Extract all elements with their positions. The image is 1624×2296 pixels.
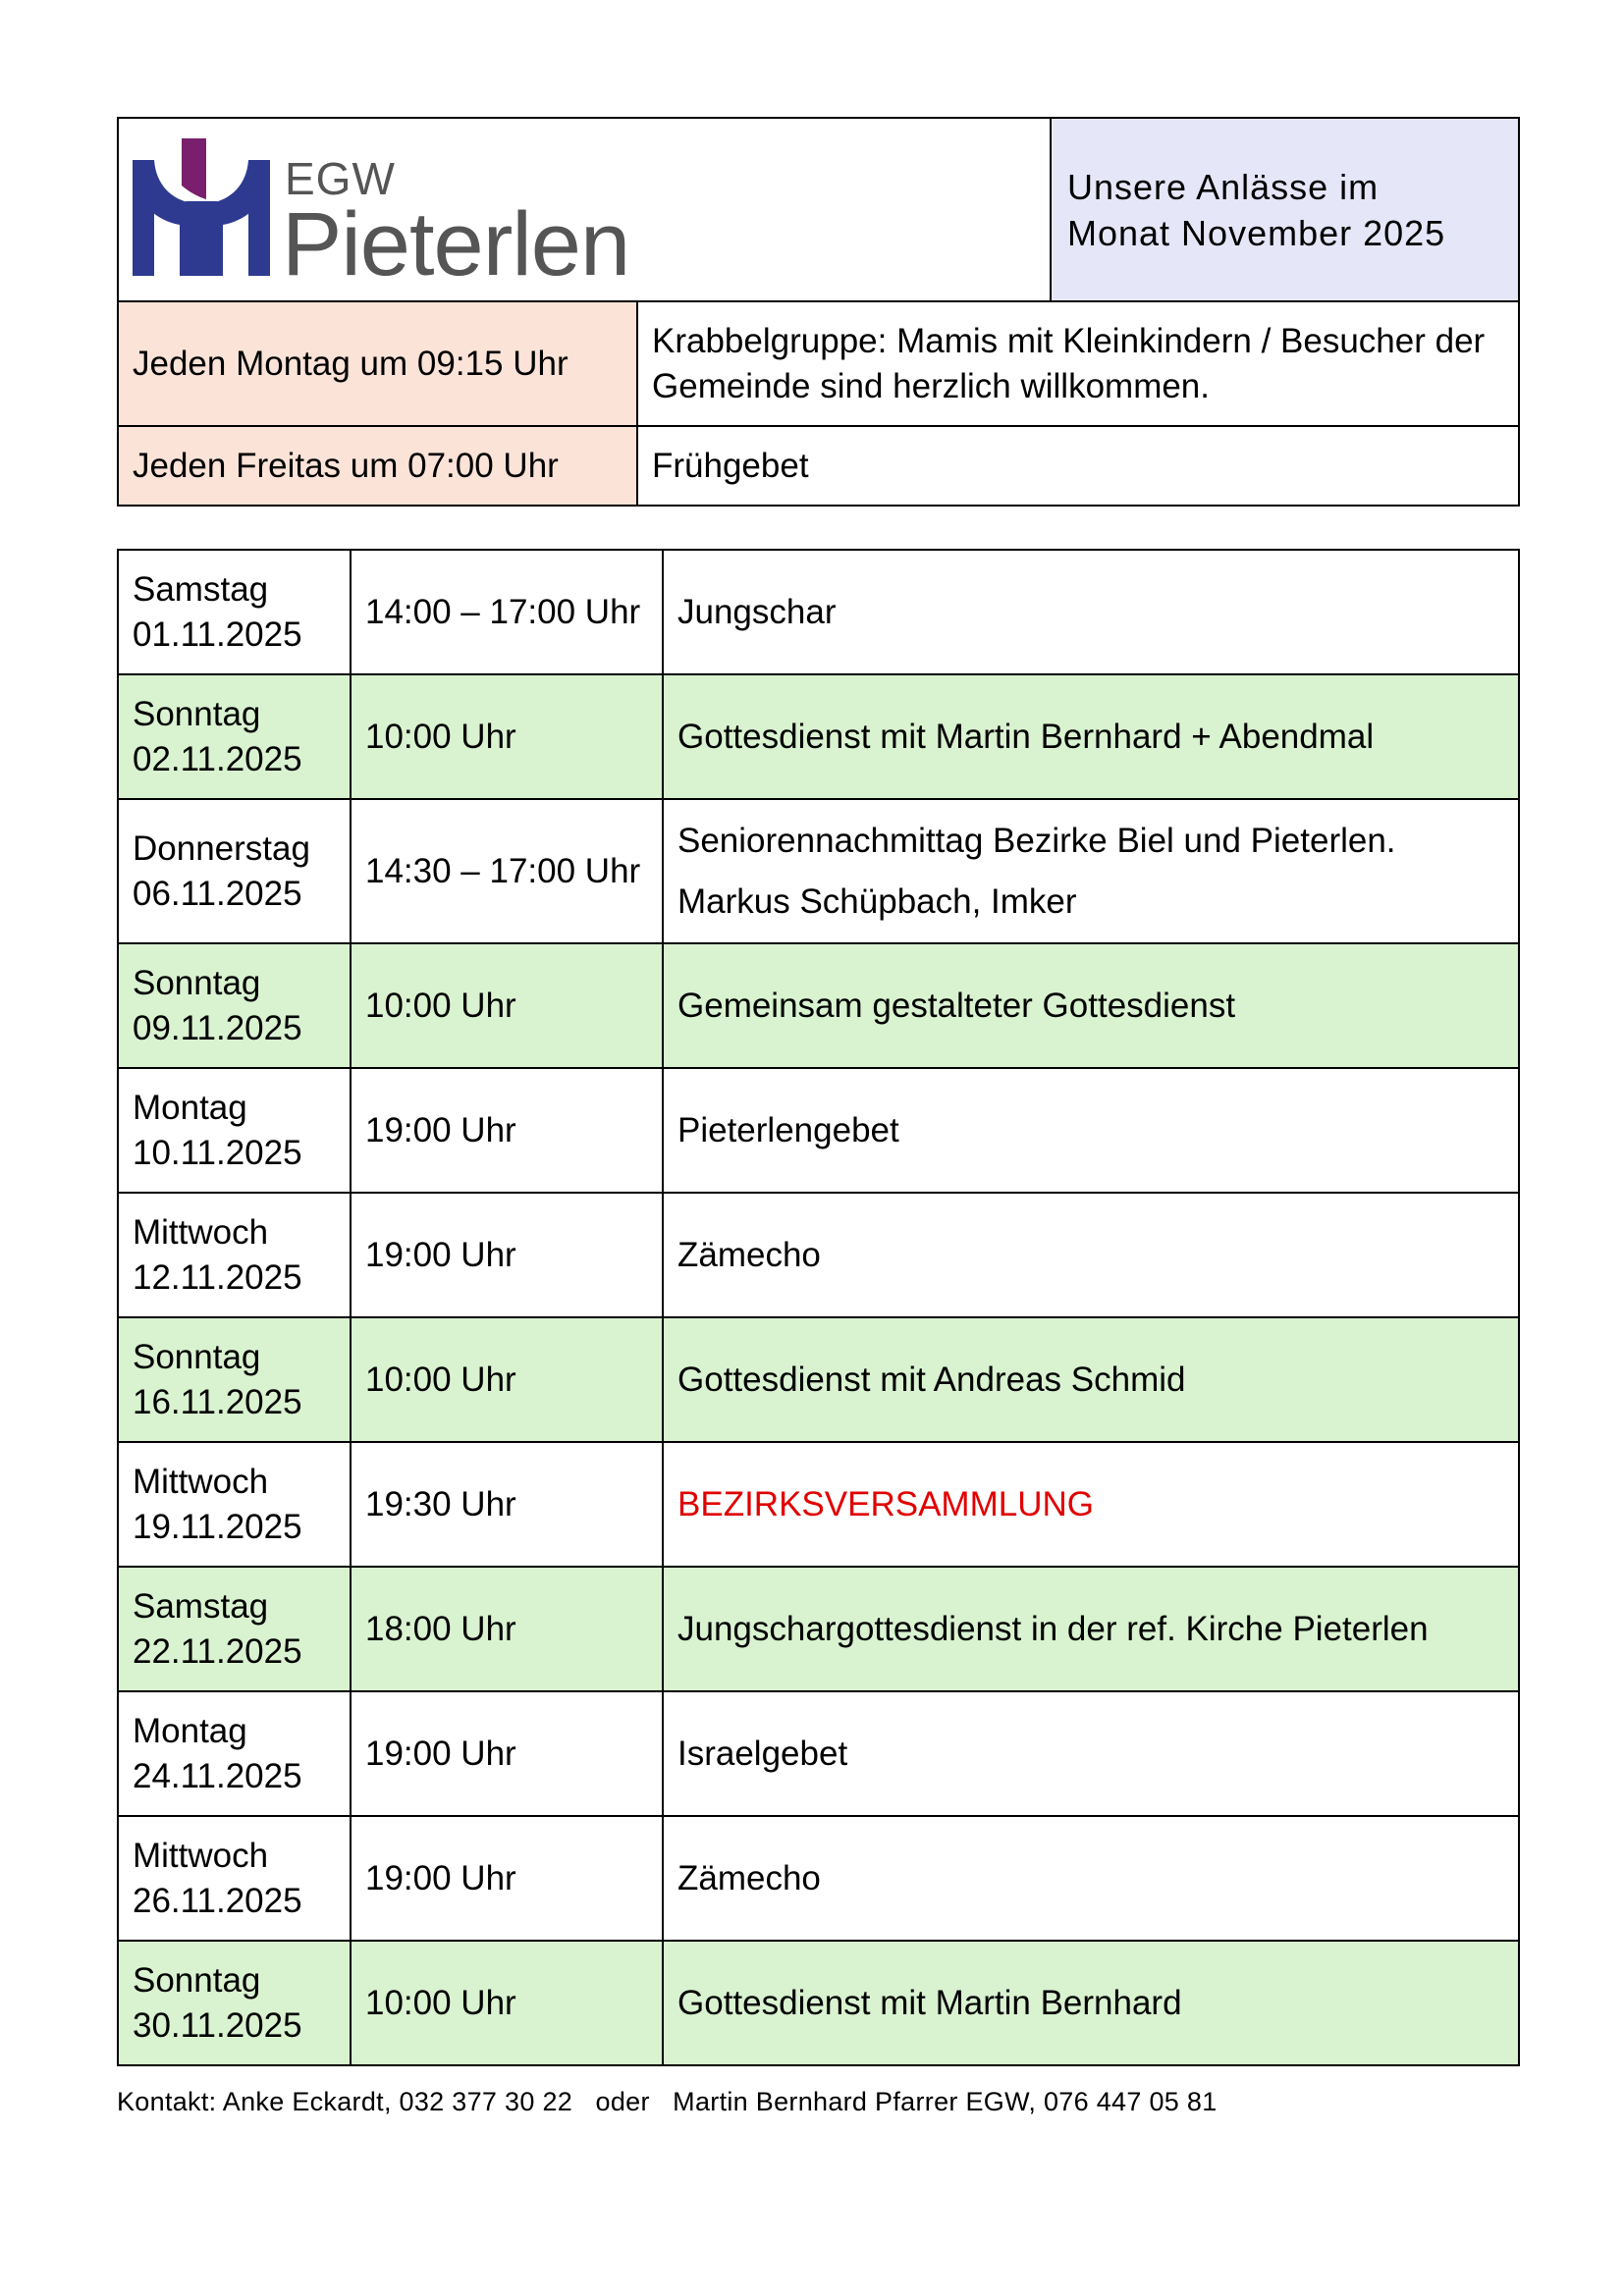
- month-heading-cell: [1051, 118, 1519, 301]
- event-row: [118, 1442, 1519, 1567]
- event-description-highlight: BEZIRKSVERSAMMLUNG: [663, 1442, 1519, 1567]
- event-date-cell: [118, 1442, 351, 1567]
- event-date-cell: [118, 1317, 351, 1442]
- contact-line: Kontakt: Anke Eckardt, 032 377 30 22 oder Martin Bernhard Pfarrer EGW, 076 447 05 81: [117, 2087, 1218, 2116]
- event-row: [118, 1193, 1519, 1317]
- event-time: 18:00 Uhr: [351, 1567, 663, 1691]
- event-description: Gemeinsam gestalteter Gottesdienst: [663, 943, 1519, 1068]
- event-date: 30.11.2025: [133, 2005, 302, 2045]
- event-row: [118, 1068, 1519, 1193]
- event-day: Sonntag: [133, 1337, 261, 1376]
- heading-line-1: Unsere Anlässe im: [1067, 166, 1380, 207]
- event-description: Seniorennachmittag Bezirke Biel und Pieterlen.: [677, 821, 1396, 860]
- logo-cell: [118, 118, 1051, 301]
- event-description: Israelgebet: [663, 1691, 1519, 1816]
- events-table: [117, 549, 1520, 2066]
- event-row: [118, 674, 1519, 799]
- event-row: [118, 1941, 1519, 2065]
- event-row: [118, 1567, 1519, 1691]
- event-description: Zämecho: [663, 1193, 1519, 1317]
- event-date-cell: [118, 1691, 351, 1816]
- event-time: 10:00 Uhr: [351, 1941, 663, 2065]
- event-row: [118, 943, 1519, 1068]
- event-day: Mittwoch: [133, 1836, 269, 1875]
- event-date-cell: [118, 550, 351, 674]
- recurring-what: Krabbelgruppe: Mamis mit Kleinkindern / Besucher der Gemeinde sind herzlich willkommen.: [637, 301, 1519, 426]
- event-date: 24.11.2025: [133, 1756, 302, 1795]
- event-date-cell: [118, 674, 351, 799]
- recurring-row: [118, 301, 1519, 426]
- event-date: 01.11.2025: [133, 614, 302, 654]
- event-date: 06.11.2025: [133, 874, 302, 913]
- event-time: 10:00 Uhr: [351, 1317, 663, 1442]
- event-description-line2: Markus Schüpbach, Imker: [677, 881, 1077, 921]
- event-time: 10:00 Uhr: [351, 943, 663, 1068]
- event-date: 16.11.2025: [133, 1382, 302, 1421]
- event-time: 14:00 – 17:00 Uhr: [351, 550, 663, 674]
- event-day: Montag: [133, 1711, 247, 1750]
- event-date: 10.11.2025: [133, 1133, 302, 1172]
- event-date-cell: [118, 799, 351, 943]
- event-day: Sonntag: [133, 963, 261, 1002]
- event-day: Mittwoch: [133, 1212, 269, 1252]
- event-time: 19:00 Uhr: [351, 1193, 663, 1317]
- logo-text-pieterlen: Pieterlen: [282, 194, 630, 294]
- event-date-cell: [118, 1816, 351, 1941]
- event-row: [118, 1816, 1519, 1941]
- event-day: Mittwoch: [133, 1462, 269, 1501]
- egw-cross-logo-icon: [133, 138, 270, 276]
- event-time: 19:30 Uhr: [351, 1442, 663, 1567]
- event-day: Samstag: [133, 569, 269, 609]
- recurring-when: Jeden Freitas um 07:00 Uhr: [118, 426, 637, 506]
- event-time: 19:00 Uhr: [351, 1691, 663, 1816]
- event-date: 12.11.2025: [133, 1257, 302, 1297]
- event-row: [118, 799, 1519, 943]
- event-date: 26.11.2025: [133, 1881, 302, 1920]
- recurring-when: Jeden Montag um 09:15 Uhr: [118, 301, 637, 426]
- recurring-row: [118, 426, 1519, 506]
- event-time: 19:00 Uhr: [351, 1816, 663, 1941]
- event-date-cell: [118, 1068, 351, 1193]
- event-description: Jungschargottesdienst in der ref. Kirche Pieterlen: [663, 1567, 1519, 1691]
- event-date: 22.11.2025: [133, 1631, 302, 1671]
- event-description-cell: [663, 799, 1519, 943]
- event-day: Montag: [133, 1088, 247, 1127]
- heading-line-2: Monat November 2025: [1067, 212, 1446, 253]
- event-date: 02.11.2025: [133, 739, 302, 778]
- event-time: 14:30 – 17:00 Uhr: [351, 799, 663, 943]
- event-date-cell: [118, 943, 351, 1068]
- event-description: Gottesdienst mit Andreas Schmid: [663, 1317, 1519, 1442]
- event-date-cell: [118, 1567, 351, 1691]
- event-day: Donnerstag: [133, 828, 310, 868]
- event-description: Zämecho: [663, 1816, 1519, 1941]
- recurring-what: Frühgebet: [637, 426, 1519, 506]
- event-date: 09.11.2025: [133, 1008, 302, 1047]
- event-day: Samstag: [133, 1586, 269, 1626]
- event-description: Jungschar: [663, 550, 1519, 674]
- event-row: [118, 1691, 1519, 1816]
- event-row: [118, 550, 1519, 674]
- event-date-cell: [118, 1941, 351, 2065]
- event-row: [118, 1317, 1519, 1442]
- event-time: 10:00 Uhr: [351, 674, 663, 799]
- event-day: Sonntag: [133, 1960, 261, 2000]
- logo-text-egw: EGW: [285, 153, 396, 204]
- event-date: 19.11.2025: [133, 1507, 302, 1546]
- event-description: Pieterlengebet: [663, 1068, 1519, 1193]
- header-table: [117, 117, 1520, 507]
- event-description: Gottesdienst mit Martin Bernhard + Abendmal: [663, 674, 1519, 799]
- event-description: Gottesdienst mit Martin Bernhard: [663, 1941, 1519, 2065]
- event-day: Sonntag: [133, 694, 261, 733]
- event-date-cell: [118, 1193, 351, 1317]
- event-time: 19:00 Uhr: [351, 1068, 663, 1193]
